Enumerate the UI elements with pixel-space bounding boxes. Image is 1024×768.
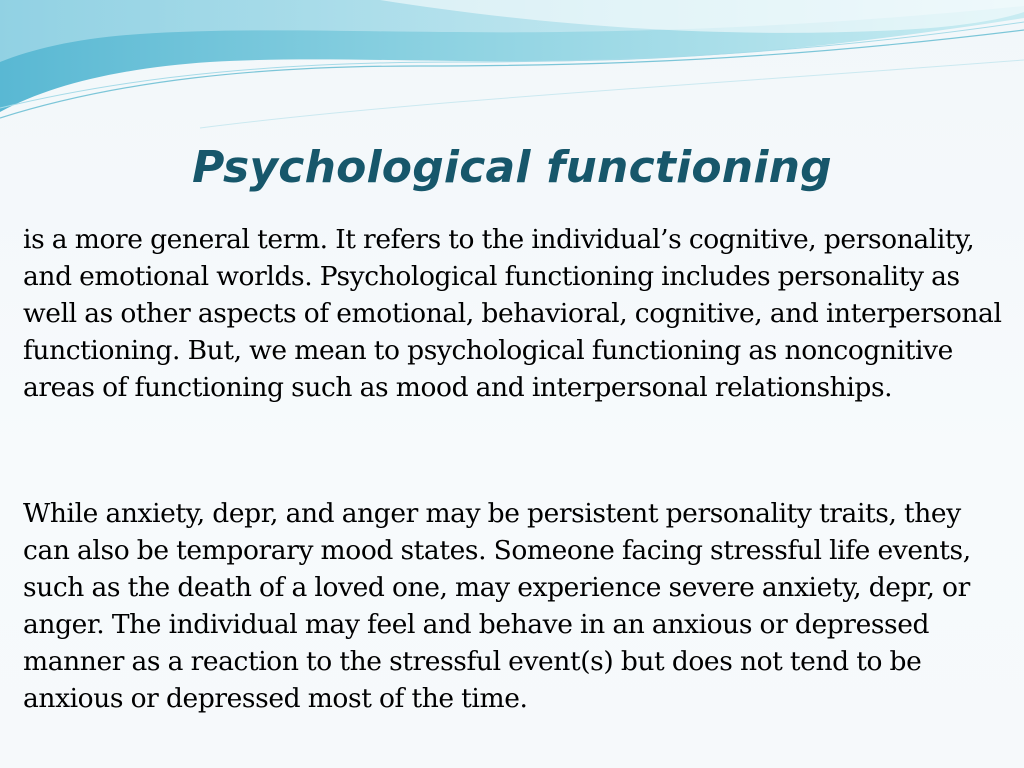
body-paragraph-2: While anxiety, depr, and anger may be persistent personality traits, they can also be temporary mood states. Someone facing stressful life events, such as the death of a loved one, may experience severe anxiety, depr, or anger. The individual may feel and behave in an anxious or depressed manner as a reaction to the stressful event(s) but does not tend to be anxious or depressed most of the time.: [23, 498, 971, 714]
decorative-wave-header: [0, 0, 1024, 130]
body-paragraph-1: is a more general term. It refers to the individual’s cognitive, personality, and emotional worlds. Psychological functioning includes personality as well as other aspects of emotional, behavioral, cognitive, and interpersonal functioning. But, we mean to psychological functioning as noncognitive areas of functioning such as mood and interpersonal relationships.: [23, 224, 1002, 403]
slide-title: Psychological functioning: [192, 142, 832, 193]
